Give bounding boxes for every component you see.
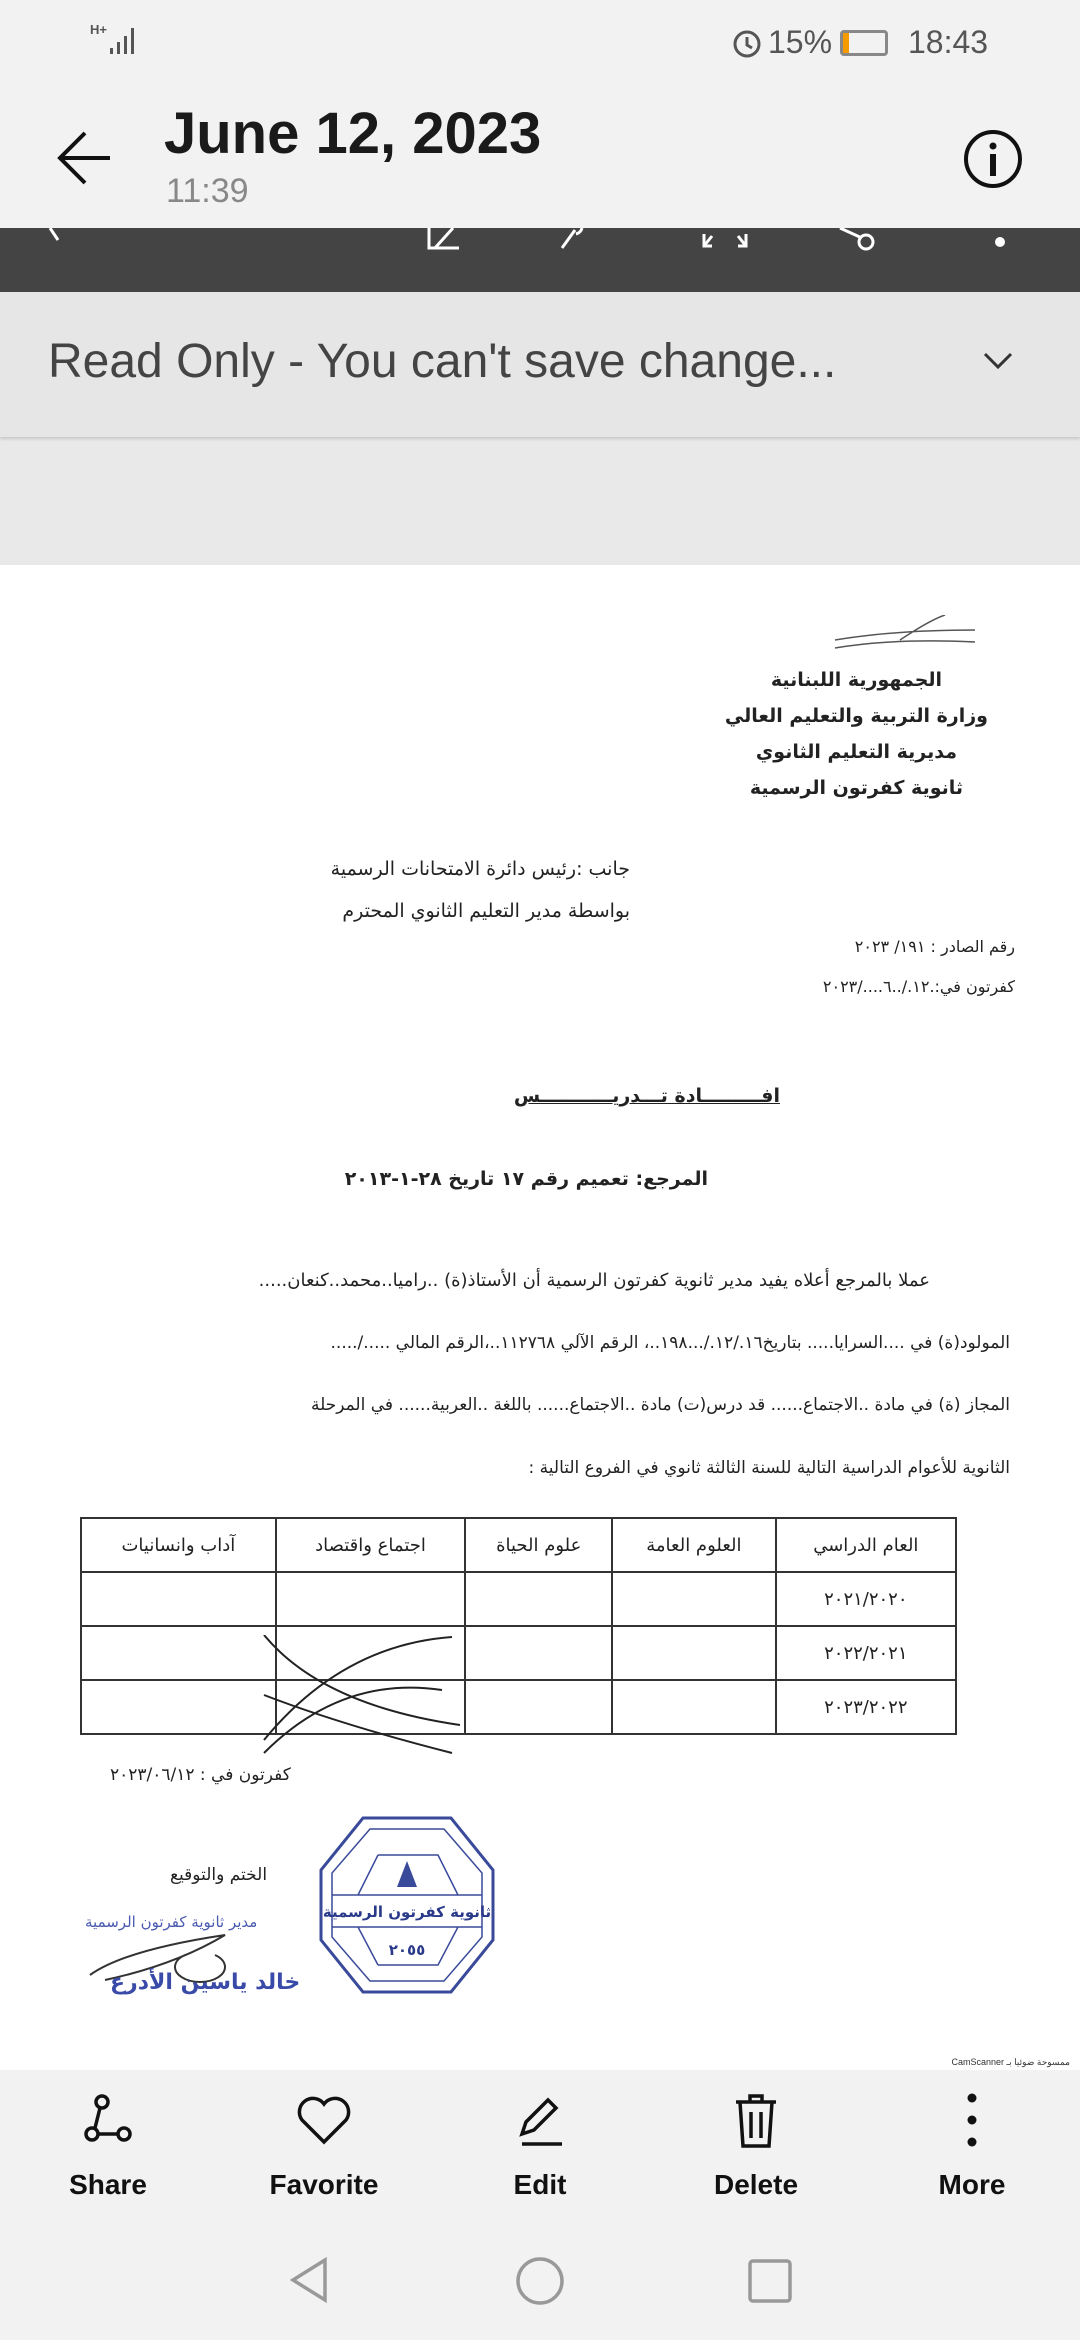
table-cell-year: ٢٠٢٢/٢٠٢١ — [776, 1626, 956, 1680]
system-nav-bar — [0, 2235, 1080, 2340]
table-row — [81, 1680, 956, 1734]
nav-back-icon[interactable] — [285, 2255, 335, 2305]
fullscreen-icon[interactable] — [700, 228, 750, 250]
recipient-line: بواسطة مدير التعليم الثانوي المحترم — [342, 900, 630, 922]
delete-button[interactable] — [686, 2090, 826, 2201]
more-vertical-icon — [942, 2090, 1002, 2150]
date-line: كفرتون في : ٢٠٢٣/٠٦/١٢ — [110, 1765, 291, 1785]
table-cell-year: ٢٠٢٣/٢٠٢٢ — [776, 1680, 956, 1734]
edit-label: Edit — [513, 2169, 567, 2200]
clock: 18:43 — [908, 24, 989, 60]
document-title: افـــــــــادة تـــدريـــــــــــس — [513, 1085, 780, 1107]
recipient-line: جانب :رئيس دائرة الامتحانات الرسمية — [330, 858, 630, 880]
signal-icon — [108, 24, 144, 58]
favorite-button[interactable] — [254, 2090, 394, 2201]
signature-label: الختم والتوقيع — [170, 1865, 268, 1885]
paragraph-line: عملا بالمرجع أعلاه يفيد مدير ثانوية كفرتون الرسمية أن الأستاذ(ة) ..راميا..محمد..كنعان..... — [258, 1270, 930, 1291]
app-header — [0, 80, 1080, 228]
table-header-row — [81, 1518, 956, 1572]
table-header: العام الدراسي — [776, 1518, 956, 1572]
share-label: Share — [69, 2169, 147, 2200]
signature-title: مدير ثانوية كفرتون الرسمية — [85, 1913, 258, 1931]
battery-icon — [840, 30, 888, 56]
table-header: اجتماع واقتصاد — [276, 1518, 466, 1572]
share-icon — [78, 2090, 138, 2150]
alarm-icon — [730, 26, 764, 60]
signature-name: خالد ياسين الأدرع — [110, 1970, 301, 1995]
page-title: June 12, 2023 — [164, 101, 542, 166]
share-button[interactable] — [38, 2090, 178, 2201]
edit-icon[interactable] — [425, 228, 465, 250]
search-icon[interactable] — [560, 228, 600, 250]
official-stamp — [318, 1815, 496, 1995]
battery-percent: 15% — [768, 24, 833, 60]
table-row — [81, 1626, 956, 1680]
nav-home-icon[interactable] — [514, 2255, 566, 2307]
cross-out-mark — [262, 1635, 462, 1755]
teaching-table — [80, 1517, 957, 1735]
nav-recents-icon[interactable] — [746, 2257, 794, 2305]
recipient — [331, 848, 630, 932]
table-header: العلوم العامة — [612, 1518, 776, 1572]
document-reference: المرجع: تعميم رقم ١٧ تاريخ ٢٨-١-٢٠١٣ — [344, 1168, 708, 1190]
reference-block — [823, 927, 1015, 1007]
more-label: More — [938, 2169, 1006, 2200]
paragraph-line: المولود(ة) في ....السرايا..... بتاريخ١٦./١٢./...١٩٨..، الرقم الآلي ١١٢٧٦٨..،الرقم المالي ...../..... — [330, 1333, 1010, 1353]
more-button[interactable] — [902, 2090, 1042, 2201]
back-arrow-icon[interactable] — [55, 128, 115, 188]
table-header: علوم الحياة — [465, 1518, 612, 1572]
ref-date: كفرتون في:.١٢./..٦..../٢٠٢٣ — [822, 977, 1015, 996]
delete-label: Delete — [713, 2169, 799, 2200]
paragraph-line: الثانوية للأعوام الدراسية التالية للسنة الثالثة ثانوي في الفروع التالية : — [528, 1458, 1010, 1478]
back-icon[interactable] — [40, 228, 70, 248]
document-page — [0, 565, 1080, 2070]
stamp-number: ٢٠٥٥ — [388, 1941, 426, 1959]
favorite-label: Favorite — [269, 2169, 379, 2200]
letterhead-line: ثانوية كفرتون الرسمية — [749, 777, 964, 799]
book-logo-icon — [830, 615, 980, 655]
read-only-banner[interactable] — [0, 292, 1080, 437]
network-type: H+ — [90, 22, 107, 37]
viewer-toolbar — [0, 228, 1080, 292]
paragraph-line: المجاز (ة) في مادة ..الاجتماع...... قد درس(ت) مادة ..الاجتماع...... باللغة ..العربية...... في المرحلة — [310, 1395, 1010, 1415]
letterhead-line: الجمهورية اللبنانية — [770, 669, 943, 691]
read-only-text: Read Only - You can't save change... — [48, 335, 837, 388]
edit-button[interactable] — [470, 2090, 610, 2201]
status-bar — [0, 0, 1080, 80]
pencil-icon — [510, 2090, 570, 2150]
heart-icon — [294, 2090, 354, 2150]
chevron-down-icon[interactable] — [982, 350, 1014, 372]
more-icon[interactable] — [990, 232, 1010, 252]
letterhead-line: وزارة التربية والتعليم العالي — [724, 705, 988, 727]
share-icon[interactable] — [838, 228, 878, 252]
trash-icon — [726, 2090, 786, 2150]
scanner-watermark: CamScanner ممسوحة ضوئيا بـ — [951, 2057, 1070, 2067]
page-subtitle: 11:39 — [166, 172, 249, 210]
ref-number: رقم الصادر : ١٩١/ ٢٠٢٣ — [854, 937, 1015, 956]
stamp-school-name: ثانوية كفرتون الرسمية — [322, 1903, 492, 1921]
table-cell-year: ٢٠٢١/٢٠٢٠ — [776, 1572, 956, 1626]
table-header: آداب وانسانيات — [81, 1518, 276, 1572]
info-icon[interactable] — [962, 128, 1024, 190]
table-row — [81, 1572, 956, 1626]
letterhead-line: مديرية التعليم الثانوي — [755, 741, 957, 763]
letterhead — [725, 662, 988, 806]
